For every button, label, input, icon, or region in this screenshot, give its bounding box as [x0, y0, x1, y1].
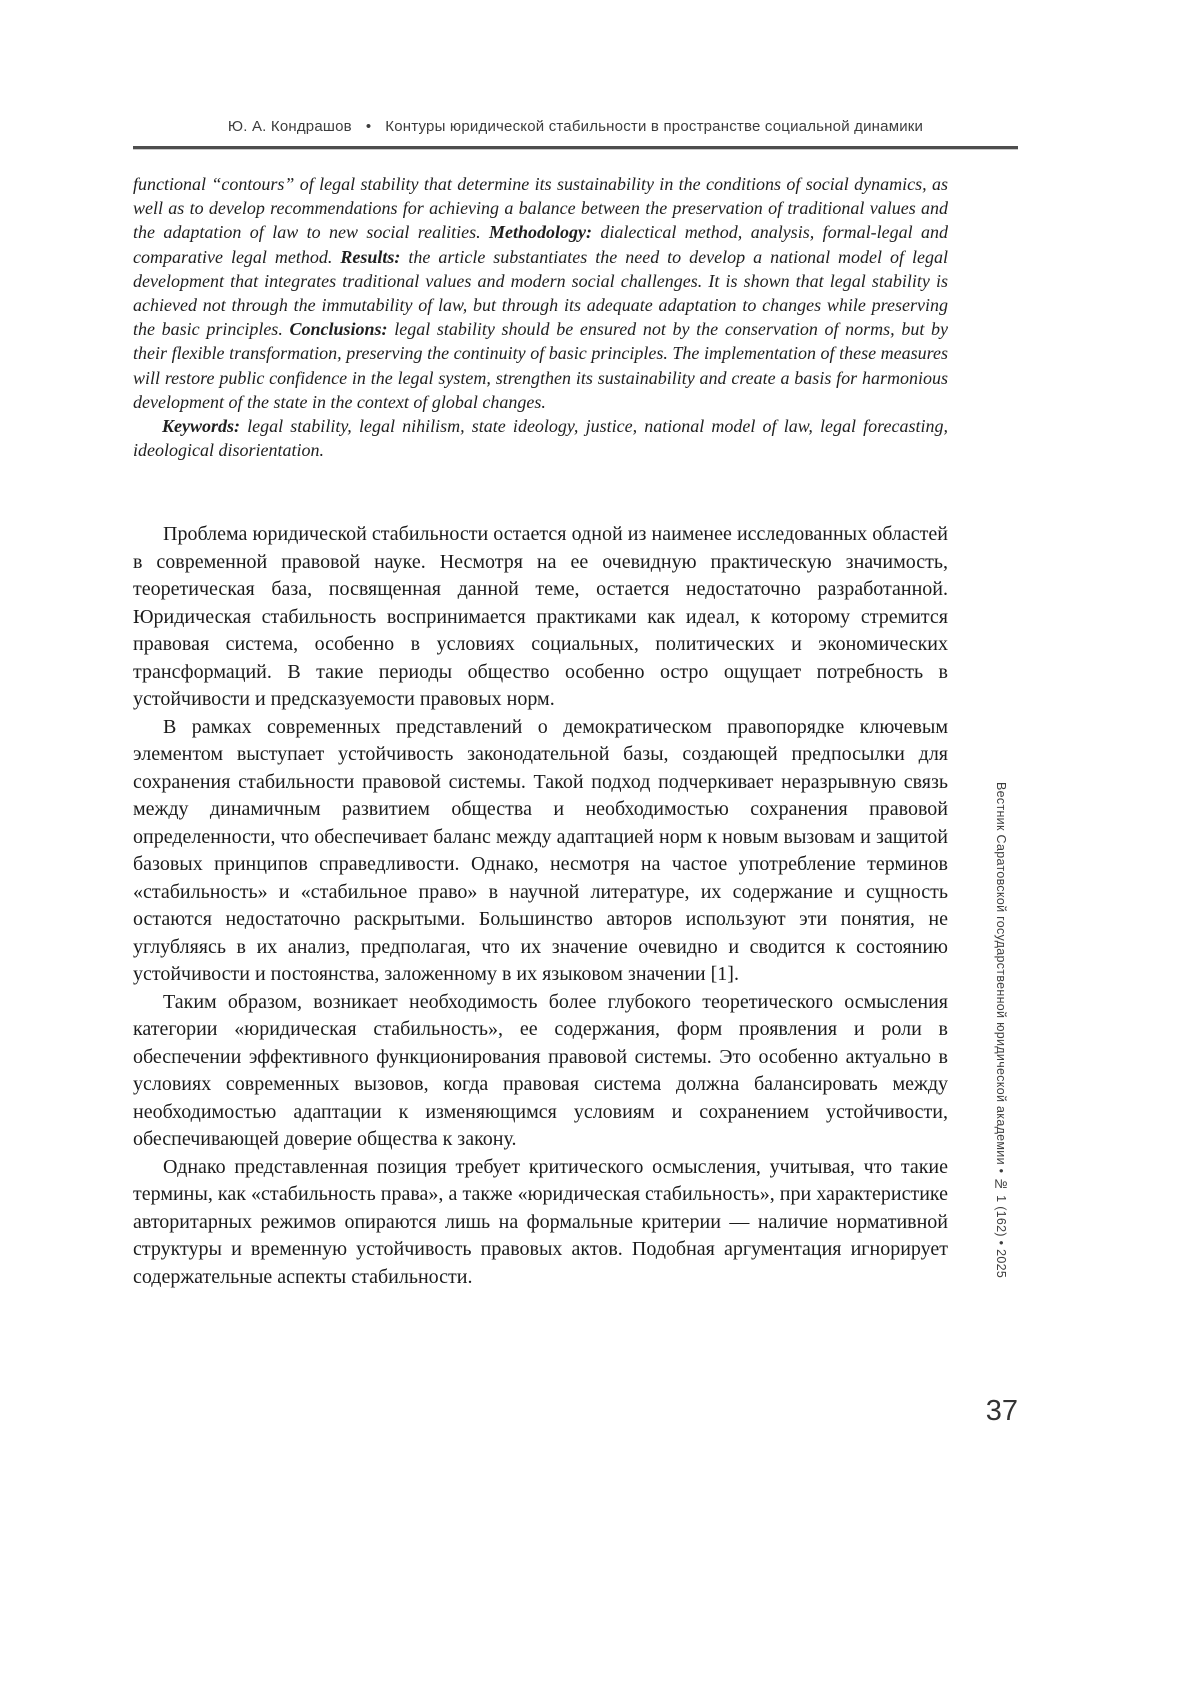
body-paragraph: Проблема юридической стабильности остается одной из наименее исследованных областей в современной правовой науке. Несмотря на ее очевидную практическую значимость, теоретическая база, посвященная данной теме, остается недостаточно разработанной. Юридическая стабильность воспринимается практиками как идеал, к которому стремится правовая система, особенно в условиях социальных, политических и экономических трансформаций. В такие периоды общество особенно остро ощущает потребность в устойчивости и предсказуемости правовых норм. [133, 523, 948, 711]
abstract-run: functional “contours” of legal stability that determine its sustainability in the conditions of social dynamics, as well as to develop recommendations for achieving a balance between the preservation of traditional values and the adaptation of law to new social realities. [133, 174, 948, 243]
text-column [133, 172, 948, 1291]
journal-info-vertical: Вестник Саратовской государственной юридической академии • № 1 (162) • 2025 [994, 782, 1008, 1279]
abstract-label-conclusions: Conclusions: [289, 319, 388, 340]
bullet-separator: • [365, 118, 372, 135]
abstract-run: dialectical method, analysis, formal-legal and comparative legal method. [133, 222, 948, 267]
abstract-run: the article substantiates the need to develop a national model of legal development that integrates traditional values and modern social challenges. It is shown that legal stability is achieved not through the immutability of law, but through its adequate adaptation to changes while preserving the basic principles. [133, 246, 948, 340]
body-paragraph: В рамках современных представлений о демократическом правопорядке ключевым элементом выступает устойчивость законодательной базы, создающей предпосылки для сохранения стабильности правовой системы. Такой подход подчеркивает неразрывную связь между динамичным развитием общества и необходимостью сохранения правовой определенности, что обеспечивает баланс между адаптацией норм к новым вызовам и защитой базовых принципов справедливости. Однако, несмотря на частое употребление терминов «стабильность» и «стабильное право» в научной литературе, их содержание и сущность остаются недостаточно раскрытыми. Большинство авторов используют эти понятия, не углубляясь в их анализ, предполагая, что их значение очевидно и сводится к состоянию устойчивости и постоянства, заложенному в их языковом значении [1]. [133, 715, 948, 986]
keywords-label: Keywords: [162, 416, 240, 437]
running-head [133, 117, 1018, 136]
page-number: 37 [985, 1395, 1018, 1427]
body-paragraph: Таким образом, возникает необходимость более глубокого теоретического осмысления категории «юридическая стабильность», ее содержания, форм проявления и роли в обеспечении эффективного функционирования правовой системы. Это особенно актуально в условиях современных вызовов, когда правовая система должна балансировать между необходимостью адаптации к изменяющимся условиям и сохранением устойчивости, обеспечивающей доверие общества к закону. [133, 990, 948, 1151]
keywords-text: legal stability, legal nihilism, state ideology, justice, national model of law, legal forecasting, ideological disorientation. [133, 416, 948, 461]
keywords-paragraph [133, 414, 948, 462]
abstract-section [133, 172, 948, 462]
article-body [133, 521, 948, 1291]
body-paragraph: Однако представленная позиция требует критического осмысления, учитывая, что такие термины, как «стабильность права», а также «юридическая стабильность», при характеристике авторитарных режимов опираются лишь на формальные критерии — наличие нормативной структуры и временную устойчивость правовых актов. Подобная аргументация игнорирует содержательные аспекты стабильности. [133, 1155, 948, 1288]
header-rule-divider [133, 146, 1018, 150]
abstract-label-results: Results: [340, 246, 401, 267]
abstract-label-methodology: Methodology: [489, 222, 593, 243]
running-head-title: Контуры юридической стабильности в пространстве социальной динамики [385, 118, 924, 135]
abstract-run: legal stability should be ensured not by the conservation of norms, but by their flexible transformation, preserving the continuity of basic principles. The implementation of these measures will restore public confidence in the legal system, strengthen its sustainability and create a basis for harmonious development of the state in the context of global changes. [133, 319, 948, 412]
running-head-author: Ю. А. Кондрашов [227, 118, 352, 135]
abstract-paragraph [133, 172, 948, 414]
